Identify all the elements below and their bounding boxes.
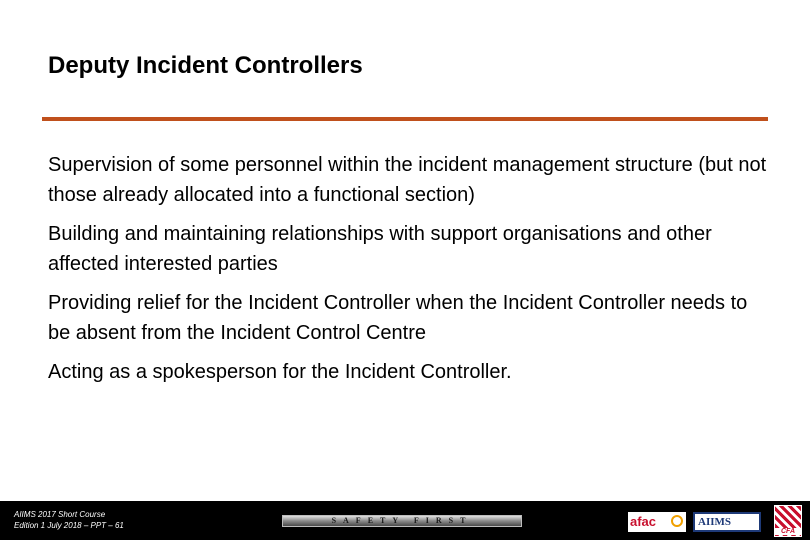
- course-line: AIIMS 2017 Short Course: [14, 510, 106, 519]
- cfa-logo: [774, 505, 802, 537]
- footer-caption: [14, 509, 124, 531]
- bullet-item: Providing relief for the Incident Controller when the Incident Controller needs to be absent from the Incident Control Centre: [48, 292, 748, 344]
- afac-logo: [628, 512, 686, 532]
- cfa-logo-text: CFA: [775, 528, 801, 535]
- bullet-item: Acting as a spokesperson for the Incident Controller.: [48, 361, 512, 383]
- afac-ring-icon: [671, 515, 683, 527]
- footer-bar: [0, 501, 810, 540]
- edition-line: Edition 1 July 2018 – PPT – 61: [14, 521, 124, 530]
- title-divider: [42, 117, 768, 121]
- slide-title: Deputy Incident Controllers: [48, 52, 363, 79]
- bullet-item: Building and maintaining relationships with support organisations and other affected interested parties: [48, 223, 712, 275]
- bullet-list: [48, 150, 768, 396]
- bullet-item: Supervision of some personnel within the incident management structure (but not those already allocated into a functional section): [48, 154, 767, 206]
- safety-first-banner: SAFETY FIRST: [282, 515, 522, 527]
- aiims-logo: AIIMS: [693, 512, 761, 532]
- afac-logo-text: afac: [630, 514, 657, 529]
